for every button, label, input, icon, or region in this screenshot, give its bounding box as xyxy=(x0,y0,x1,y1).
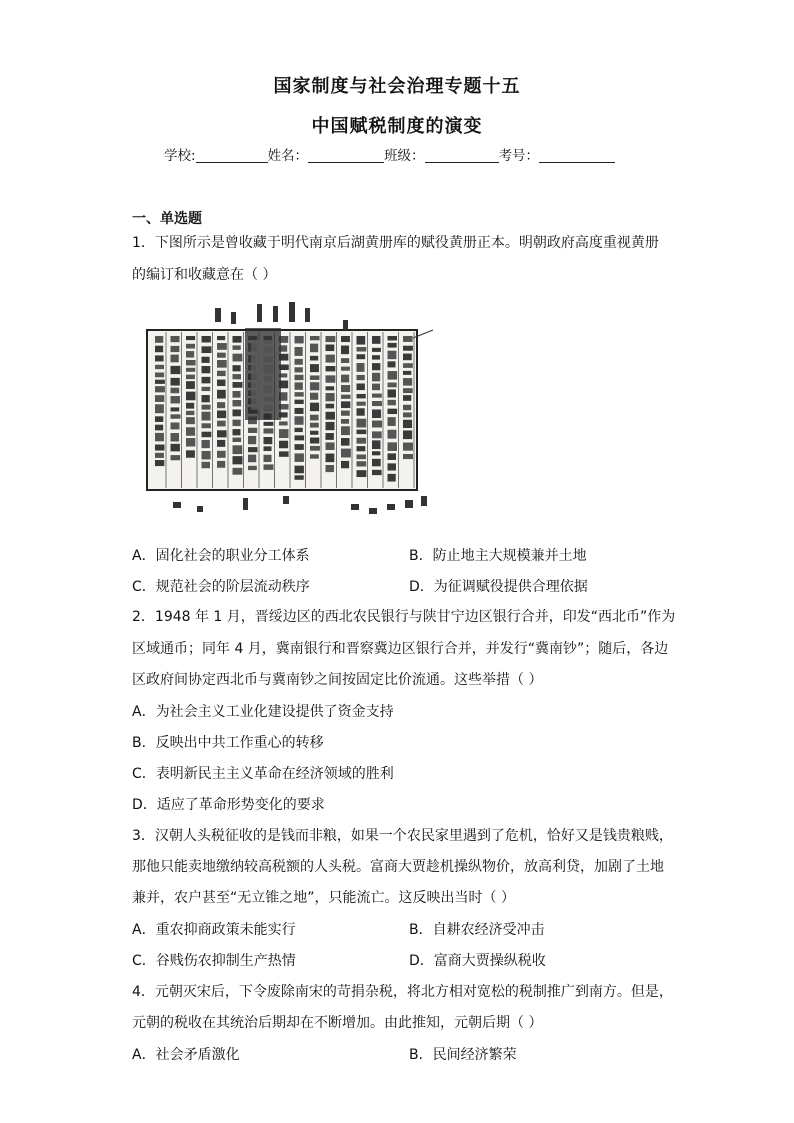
register-glyph xyxy=(186,403,194,409)
register-glyph xyxy=(341,346,349,355)
register-glyph xyxy=(202,451,211,459)
register-glyph xyxy=(372,451,380,455)
register-glyph xyxy=(264,428,274,433)
register-glyph xyxy=(155,445,165,451)
register-glyph xyxy=(155,365,164,369)
register-glyph xyxy=(310,344,318,353)
register-glyph xyxy=(217,410,226,418)
register-glyph xyxy=(403,420,412,428)
register-glyph xyxy=(403,363,413,368)
register-glyph xyxy=(248,455,256,463)
page-title: 国家制度与社会治理专题十五 xyxy=(273,76,521,97)
register-glyph xyxy=(357,438,367,444)
register-glyph xyxy=(186,375,195,380)
register-glyph xyxy=(310,382,319,390)
register-glyph xyxy=(357,430,367,435)
register-glyph xyxy=(388,400,396,405)
register-glyph xyxy=(233,354,243,362)
register-glyph xyxy=(388,389,396,397)
section-heading: 一、单选题 xyxy=(132,211,202,227)
register-glyph xyxy=(357,461,367,466)
register-glyph xyxy=(341,358,349,363)
register-glyph xyxy=(388,351,397,359)
register-glyph xyxy=(372,470,382,475)
register-glyph xyxy=(217,430,227,437)
register-glyph xyxy=(171,346,180,352)
exam-no-label: 考号： xyxy=(498,148,540,164)
register-glyph xyxy=(357,336,366,345)
register-glyph xyxy=(233,365,241,371)
register-glyph xyxy=(326,454,335,463)
register-glyph xyxy=(403,371,411,375)
register-glyph xyxy=(171,336,180,342)
question-4-line-2: 元朝的税收在其统治后期却在不断增加。由此推知，元朝后期（ ） xyxy=(132,1015,543,1031)
register-glyph xyxy=(372,373,380,382)
register-glyph xyxy=(202,462,211,468)
register-glyph xyxy=(403,354,412,361)
register-glyph xyxy=(372,431,382,438)
register-glyph xyxy=(403,388,413,393)
register-glyph xyxy=(233,420,241,426)
register-glyph xyxy=(357,454,367,459)
register-glyph xyxy=(155,404,164,413)
register-glyph xyxy=(357,394,366,398)
q1-option-d[interactable]: D．为征调赋役提供合理依据 xyxy=(409,579,588,595)
register-glyph xyxy=(295,400,304,404)
register-glyph xyxy=(341,375,349,383)
register-glyph xyxy=(171,388,180,394)
register-glyph xyxy=(233,382,243,388)
q4-option-b[interactable]: B．民间经济繁荣 xyxy=(409,1047,517,1063)
register-glyph xyxy=(264,437,273,444)
register-glyph xyxy=(310,375,319,379)
exam-no-field[interactable] xyxy=(539,148,615,163)
class-field[interactable] xyxy=(425,148,499,163)
register-glyph xyxy=(388,343,397,348)
register-glyph xyxy=(372,409,381,418)
register-glyph xyxy=(403,454,413,459)
register-glyph xyxy=(326,345,335,352)
register-glyph xyxy=(217,353,226,358)
register-glyph xyxy=(233,374,241,379)
register-glyph xyxy=(202,395,210,402)
register-glyph xyxy=(186,336,195,340)
register-glyph xyxy=(186,417,195,424)
register-glyph xyxy=(264,446,272,451)
register-glyph xyxy=(202,387,211,391)
register-glyph xyxy=(295,453,304,462)
register-glyph xyxy=(155,380,165,384)
register-glyph xyxy=(388,463,396,470)
register-glyph xyxy=(186,368,195,372)
register-glyph xyxy=(357,375,365,380)
register-glyph xyxy=(171,455,181,460)
register-glyph xyxy=(310,393,318,400)
register-glyph xyxy=(295,416,304,425)
page-subtitle: 中国赋税制度的演变 xyxy=(311,116,483,137)
school-field[interactable] xyxy=(196,148,268,163)
register-glyph xyxy=(155,355,164,361)
register-glyph xyxy=(310,423,319,428)
register-glyph xyxy=(372,394,382,398)
register-glyph xyxy=(310,431,318,435)
register-glyph xyxy=(372,440,380,449)
register-glyph xyxy=(326,366,336,371)
register-glyph xyxy=(326,393,335,401)
register-glyph xyxy=(171,366,181,374)
register-glyph xyxy=(155,425,163,431)
register-glyph xyxy=(295,359,303,365)
register-glyph xyxy=(388,383,397,388)
register-glyph xyxy=(403,336,413,342)
register-glyph xyxy=(357,446,366,451)
register-glyph xyxy=(171,414,181,418)
register-glyph xyxy=(295,347,303,356)
register-glyph xyxy=(372,363,380,370)
register-glyph xyxy=(248,436,256,444)
register-glyph xyxy=(202,405,211,410)
register-glyph xyxy=(372,348,381,352)
register-glyph xyxy=(202,377,211,384)
q2-option-d[interactable]: D．适应了革命形势变化的要求 xyxy=(132,797,325,813)
register-glyph xyxy=(233,409,241,416)
register-glyph xyxy=(341,336,350,342)
register-glyph xyxy=(372,401,382,406)
school-label: 学校: xyxy=(164,148,196,164)
register-glyph xyxy=(217,360,227,368)
register-glyph xyxy=(403,378,412,386)
register-glyph xyxy=(233,438,242,442)
name-field[interactable] xyxy=(308,148,384,163)
register-glyph xyxy=(326,422,335,430)
register-glyph xyxy=(186,392,195,401)
register-glyph xyxy=(372,336,380,344)
register-glyph xyxy=(310,364,319,372)
register-glyph xyxy=(155,372,164,377)
register-glyph xyxy=(372,459,381,466)
register-glyph xyxy=(295,428,303,432)
register-glyph xyxy=(357,470,367,477)
register-glyph xyxy=(372,384,380,391)
register-glyph xyxy=(186,411,194,415)
register-glyph xyxy=(233,400,242,406)
register-glyph xyxy=(295,444,304,450)
register-glyph xyxy=(326,386,335,390)
register-glyph xyxy=(217,451,226,458)
register-glyph xyxy=(155,395,164,402)
register-glyph xyxy=(357,419,367,428)
question-2-line-3: 区政府间协定西北币与冀南钞之间按固定比价流通。这些举措（ ） xyxy=(132,672,543,688)
register-glyph xyxy=(186,360,196,365)
register-glyph xyxy=(357,408,365,415)
q4-option-a[interactable]: A．社会矛盾激化 xyxy=(132,1047,240,1063)
register-glyph xyxy=(279,451,289,456)
register-glyph xyxy=(264,464,274,469)
register-glyph xyxy=(372,355,380,359)
question-2-line-1: 2．1948 年 1 月，晋绥边区的西北农民银行与陕甘宁边区银行合并，印发“西北币”作为 xyxy=(132,609,676,625)
register-glyph xyxy=(357,402,366,406)
register-glyph xyxy=(388,336,397,340)
register-glyph xyxy=(295,408,304,414)
register-glyph xyxy=(295,375,304,380)
register-glyph xyxy=(357,354,366,359)
register-glyph xyxy=(372,421,382,428)
register-glyph xyxy=(186,344,195,349)
register-glyph xyxy=(217,380,225,386)
student-info-row xyxy=(164,144,615,164)
register-glyph xyxy=(248,428,257,433)
class-label: 班级： xyxy=(384,148,425,164)
register-glyph xyxy=(171,433,180,441)
register-glyph xyxy=(186,351,194,357)
register-glyph xyxy=(310,336,320,340)
register-glyph xyxy=(295,336,304,343)
register-glyph xyxy=(295,435,305,440)
q3-option-d[interactable]: D．富商大贾操纵税收 xyxy=(409,953,546,969)
register-glyph xyxy=(326,412,335,420)
register-glyph xyxy=(217,461,225,468)
register-glyph xyxy=(341,426,350,435)
register-glyph xyxy=(295,392,304,396)
register-glyph xyxy=(295,382,303,389)
register-glyph xyxy=(357,347,367,352)
register-glyph xyxy=(155,460,164,466)
register-glyph xyxy=(171,444,180,452)
register-glyph xyxy=(388,442,398,451)
register-glyph xyxy=(171,422,180,429)
register-glyph xyxy=(388,430,397,439)
register-glyph xyxy=(279,441,288,449)
register-glyph xyxy=(295,475,304,479)
register-glyph xyxy=(279,429,289,438)
register-glyph xyxy=(186,450,195,457)
register-glyph xyxy=(326,336,336,342)
question-3-line-3: 兼并，农户甚至“无立锥之地”，只能流亡。这反映出当时（ ） xyxy=(132,890,515,906)
register-glyph xyxy=(341,419,349,424)
register-glyph xyxy=(388,474,396,482)
register-glyph xyxy=(326,442,335,450)
question-4-line-1: 4．元朝灭宋后，下令废除南宋的苛捐杂税，将北方相对宽松的税制推广到南方。但是， xyxy=(132,984,673,1000)
register-glyph xyxy=(403,412,412,417)
register-glyph xyxy=(186,381,195,389)
q1-option-b[interactable]: B．防止地主大规模兼并土地 xyxy=(409,548,587,564)
register-glyph xyxy=(186,438,195,446)
register-glyph xyxy=(202,336,211,342)
q3-option-a[interactable]: A．重农抑商政策未能实行 xyxy=(132,922,296,938)
register-glyph xyxy=(202,357,210,363)
register-glyph xyxy=(171,396,180,403)
register-glyph xyxy=(217,343,227,350)
q3-option-b[interactable]: B．自耕农经济受冲击 xyxy=(409,922,545,938)
register-glyph xyxy=(326,375,336,382)
q1-option-c[interactable]: C．规范社会的阶层流动秩序 xyxy=(132,579,310,595)
register-glyph xyxy=(310,356,318,361)
register-glyph xyxy=(233,445,243,454)
register-glyph xyxy=(248,447,258,452)
name-label: 姓名： xyxy=(267,148,309,164)
register-glyph xyxy=(155,346,163,353)
register-glyph xyxy=(171,407,180,411)
register-glyph xyxy=(295,367,303,372)
question-2-line-2: 区域通币；同年 4 月，冀南银行和晋察冀边区银行合并，并发行“冀南钞”；随后，各边 xyxy=(132,641,669,657)
register-glyph xyxy=(233,429,241,435)
register-glyph xyxy=(217,371,226,376)
register-glyph xyxy=(403,395,411,401)
tax-register-image xyxy=(133,300,439,528)
q3-option-c[interactable]: C．谷贱伤农抑制生产热情 xyxy=(132,953,296,969)
register-glyph xyxy=(264,422,274,426)
register-glyph xyxy=(171,378,180,386)
register-glyph xyxy=(233,336,242,343)
register-glyph xyxy=(341,395,351,399)
question-1-line-2: 的编订和收藏意在（ ） xyxy=(132,267,277,283)
register-glyph xyxy=(357,363,365,372)
register-glyph xyxy=(326,433,334,440)
register-glyph xyxy=(217,336,225,340)
register-glyph xyxy=(171,355,179,363)
register-glyph xyxy=(202,346,212,353)
register-glyph xyxy=(388,417,396,426)
register-glyph xyxy=(388,361,396,367)
register-glyph xyxy=(202,432,212,438)
register-glyph xyxy=(233,345,241,349)
question-3-line-1: 3．汉朝人头税征收的是钱而非粮，如果一个农民家里遇到了危机，恰好又是钱贵粮贱， xyxy=(132,828,673,844)
register-glyph xyxy=(403,346,413,351)
register-glyph xyxy=(248,466,257,470)
register-glyph xyxy=(388,453,397,460)
register-glyph xyxy=(310,403,319,412)
question-3-line-2: 那他只能卖地缴纳较高税额的人头税。富商大贾趁机操纵物价，放高利贷，加剧了土地 xyxy=(132,859,664,875)
register-glyph xyxy=(217,440,225,447)
register-glyph xyxy=(357,383,365,390)
register-glyph xyxy=(326,465,335,472)
register-glyph xyxy=(326,355,335,363)
register-glyph xyxy=(186,427,195,436)
q2-option-a[interactable]: A．为社会主义工业化建设提供了资金支持 xyxy=(132,704,394,720)
register-glyph xyxy=(341,385,350,392)
register-glyph xyxy=(310,446,320,451)
q2-option-c[interactable]: C．表明新民主主义革命在经济领域的胜利 xyxy=(132,766,394,782)
register-glyph xyxy=(341,367,350,371)
register-glyph xyxy=(233,391,241,398)
register-glyph xyxy=(310,415,319,421)
register-glyph xyxy=(403,443,413,451)
register-glyph xyxy=(233,456,243,464)
register-glyph xyxy=(155,453,164,458)
register-glyph xyxy=(310,437,319,443)
register-glyph xyxy=(310,454,319,458)
register-glyph xyxy=(403,405,411,410)
register-glyph xyxy=(388,371,398,380)
register-glyph xyxy=(295,466,304,474)
register-glyph xyxy=(326,404,335,409)
register-glyph xyxy=(279,421,288,425)
register-glyph xyxy=(341,401,350,408)
register-glyph xyxy=(341,461,349,468)
register-glyph xyxy=(233,468,243,475)
register-glyph xyxy=(155,386,165,392)
q2-option-b[interactable]: B．反映出中共工作重心的转移 xyxy=(132,735,324,751)
register-glyph xyxy=(202,412,211,421)
register-glyph xyxy=(217,421,226,427)
register-glyph xyxy=(202,366,211,373)
register-glyph xyxy=(202,423,211,428)
register-glyph xyxy=(403,430,412,439)
q1-option-a[interactable]: A．固化社会的职业分工体系 xyxy=(132,548,310,564)
register-glyph xyxy=(155,433,164,441)
question-1-line-1: 1．下图所示是曾收藏于明代南京后湖黄册库的赋役黄册正本。明朝政府高度重视黄册 xyxy=(132,235,659,251)
register-glyph xyxy=(341,449,351,458)
register-glyph xyxy=(217,390,226,399)
register-glyph xyxy=(155,336,163,343)
register-glyph xyxy=(217,402,225,408)
register-glyph xyxy=(202,440,210,448)
register-glyph xyxy=(341,411,350,416)
register-glyph xyxy=(341,438,350,446)
register-glyph xyxy=(264,455,272,462)
register-glyph xyxy=(155,416,163,422)
register-glyph xyxy=(388,409,398,414)
